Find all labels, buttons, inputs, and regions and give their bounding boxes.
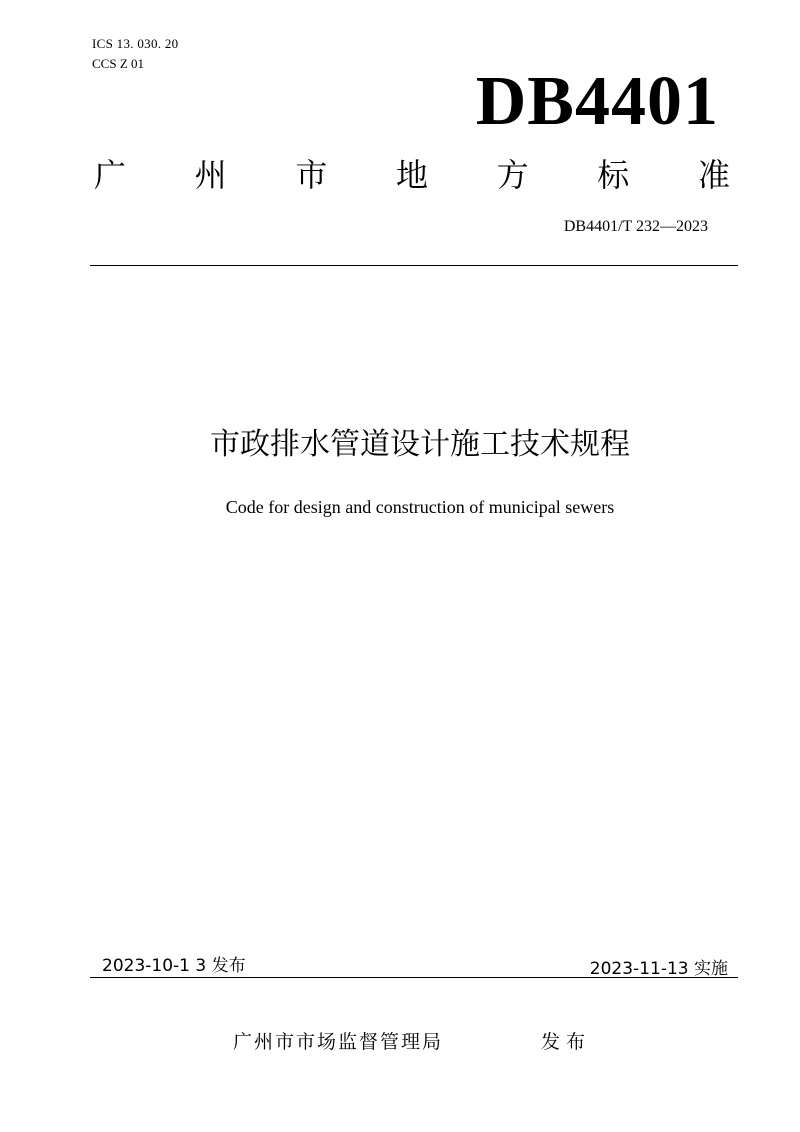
- ics-code: ICS 13. 030. 20: [92, 36, 179, 51]
- ccs-code: CCS Z 01: [92, 56, 145, 71]
- standard-type-char: 州: [194, 156, 227, 194]
- standard-type-char: 方: [496, 156, 529, 194]
- top-divider: [90, 265, 738, 266]
- bottom-divider: [90, 977, 738, 978]
- document-title-en: Code for design and construction of municipal sewers: [225, 497, 615, 517]
- db-code-heading: DB4401: [475, 63, 719, 140]
- issuing-authority: 广州市市场监督管理局: [233, 1031, 444, 1053]
- standard-number: DB4401/T 232—2023: [563, 218, 708, 235]
- standard-type-char: 标: [597, 156, 630, 194]
- standard-type-heading: [94, 155, 730, 195]
- document-title-cn: 市政排水管道设计施工技术规程: [210, 427, 630, 462]
- standard-type-char: 市: [295, 156, 328, 194]
- implementation-date: 2023-11-13 实施: [589, 959, 728, 979]
- standard-type-char: 广: [94, 156, 127, 194]
- issuer-action-label: 发布: [541, 1031, 592, 1053]
- standard-type-char: 地: [395, 156, 428, 194]
- standard-type-char: 准: [697, 156, 730, 194]
- issue-date: 2023-10-1 3 发布: [102, 956, 246, 976]
